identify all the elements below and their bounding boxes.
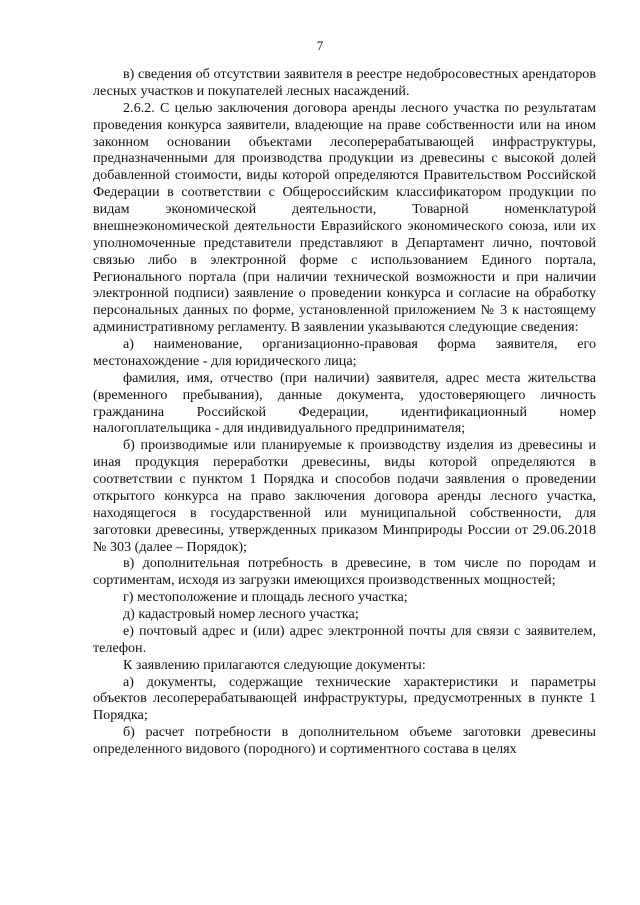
paragraph-attached-documents: К заявлению прилагаются следующие документы: <box>123 656 426 673</box>
paragraph-a-documents: а) документы, содержащие технические характеристики и параметры объектов лесоперерабатывающей инфраструктуры, предусмотренных в пункте 1 Порядка; <box>93 673 596 724</box>
paragraph-individual-entrepreneur: фамилия, имя, отчество (при наличии) заявителя, адрес места жительства (временного пребывания), данные документа, удостоверяющего личность гражданина Российской Федерации, идентификационный номер налогоплательщика - для индивидуального предпринимателя; <box>93 369 596 437</box>
paragraph-d-cadastral-number: д) кадастровый номер лесного участка; <box>123 606 359 622</box>
paragraph-b-products: б) производимые или планируемые к производству изделия из древесины и иная продукция переработки древесины, виды которой определяются в соответствии с пунктом 1 Порядка и способов подачи заявления о проведении открытого конкурса на право заключения договора аренды лесного участка, находящегося в государственной или муниципальной собственности, для заготовки древесины, утвержденных приказом Минприроды России от 29.06.2018 № 303 (далее – Порядок); <box>93 437 596 555</box>
paragraph-g-location: г) местоположение и площадь лесного участка; <box>123 589 408 606</box>
paragraph-v-additional-need: в) дополнительная потребность в древесине, в том числе по породам и сортиментам, исходя из загрузки имеющихся производственных мощностей; <box>93 555 596 589</box>
page-number: 7 <box>316 38 324 53</box>
paragraph-e-contacts: е) почтовый адрес и (или) адрес электронной почты для связи с заявителем, телефон. <box>93 622 596 656</box>
paragraph-v-registry: в) сведения об отсутствии заявителя в реестре недобросовестных арендаторов лесных участков и покупателей лесных насаждений. <box>93 66 596 99</box>
paragraph-a-legal-entity: а) наименование, организационно-правовая форма заявителя, его местонахождение - для юридического лица; <box>93 336 596 369</box>
paragraph-2-6-2: 2.6.2. С целью заключения договора аренды лесного участка по результатам проведения конкурса заявители, владеющие на праве собственности или на ином законном основании объектами лесоперерабатывающей инфраструктуры, предназначенными для производства продукции из древесины с высокой долей добавленной стоимости, виды которой определяются Правительством Российской Федерации в соответствии с Общероссийским классификатором продукции по видам экономической деятельности, Товарной номенклатурой внешнеэкономической деятельности Евразийского экономического союза, или их уполномоченные представители представляют в Департамент лично, почтовой связью либо в электронной форме с использованием Единого портала, Регионального портала (при наличии технической возможности и при наличии электронной подписи) заявление о проведении конкурса и согласие на обработку персональных данных по форме, установленной приложением № 3 к настоящему административному регламенту. В заявлении указываются следующие сведения: <box>93 99 596 336</box>
document-body <box>93 66 596 758</box>
paragraph-b-calculation: б) расчет потребности в дополнительном объеме заготовки древесины определенного видового (породного) и сортиментного состава в целях <box>93 724 596 757</box>
